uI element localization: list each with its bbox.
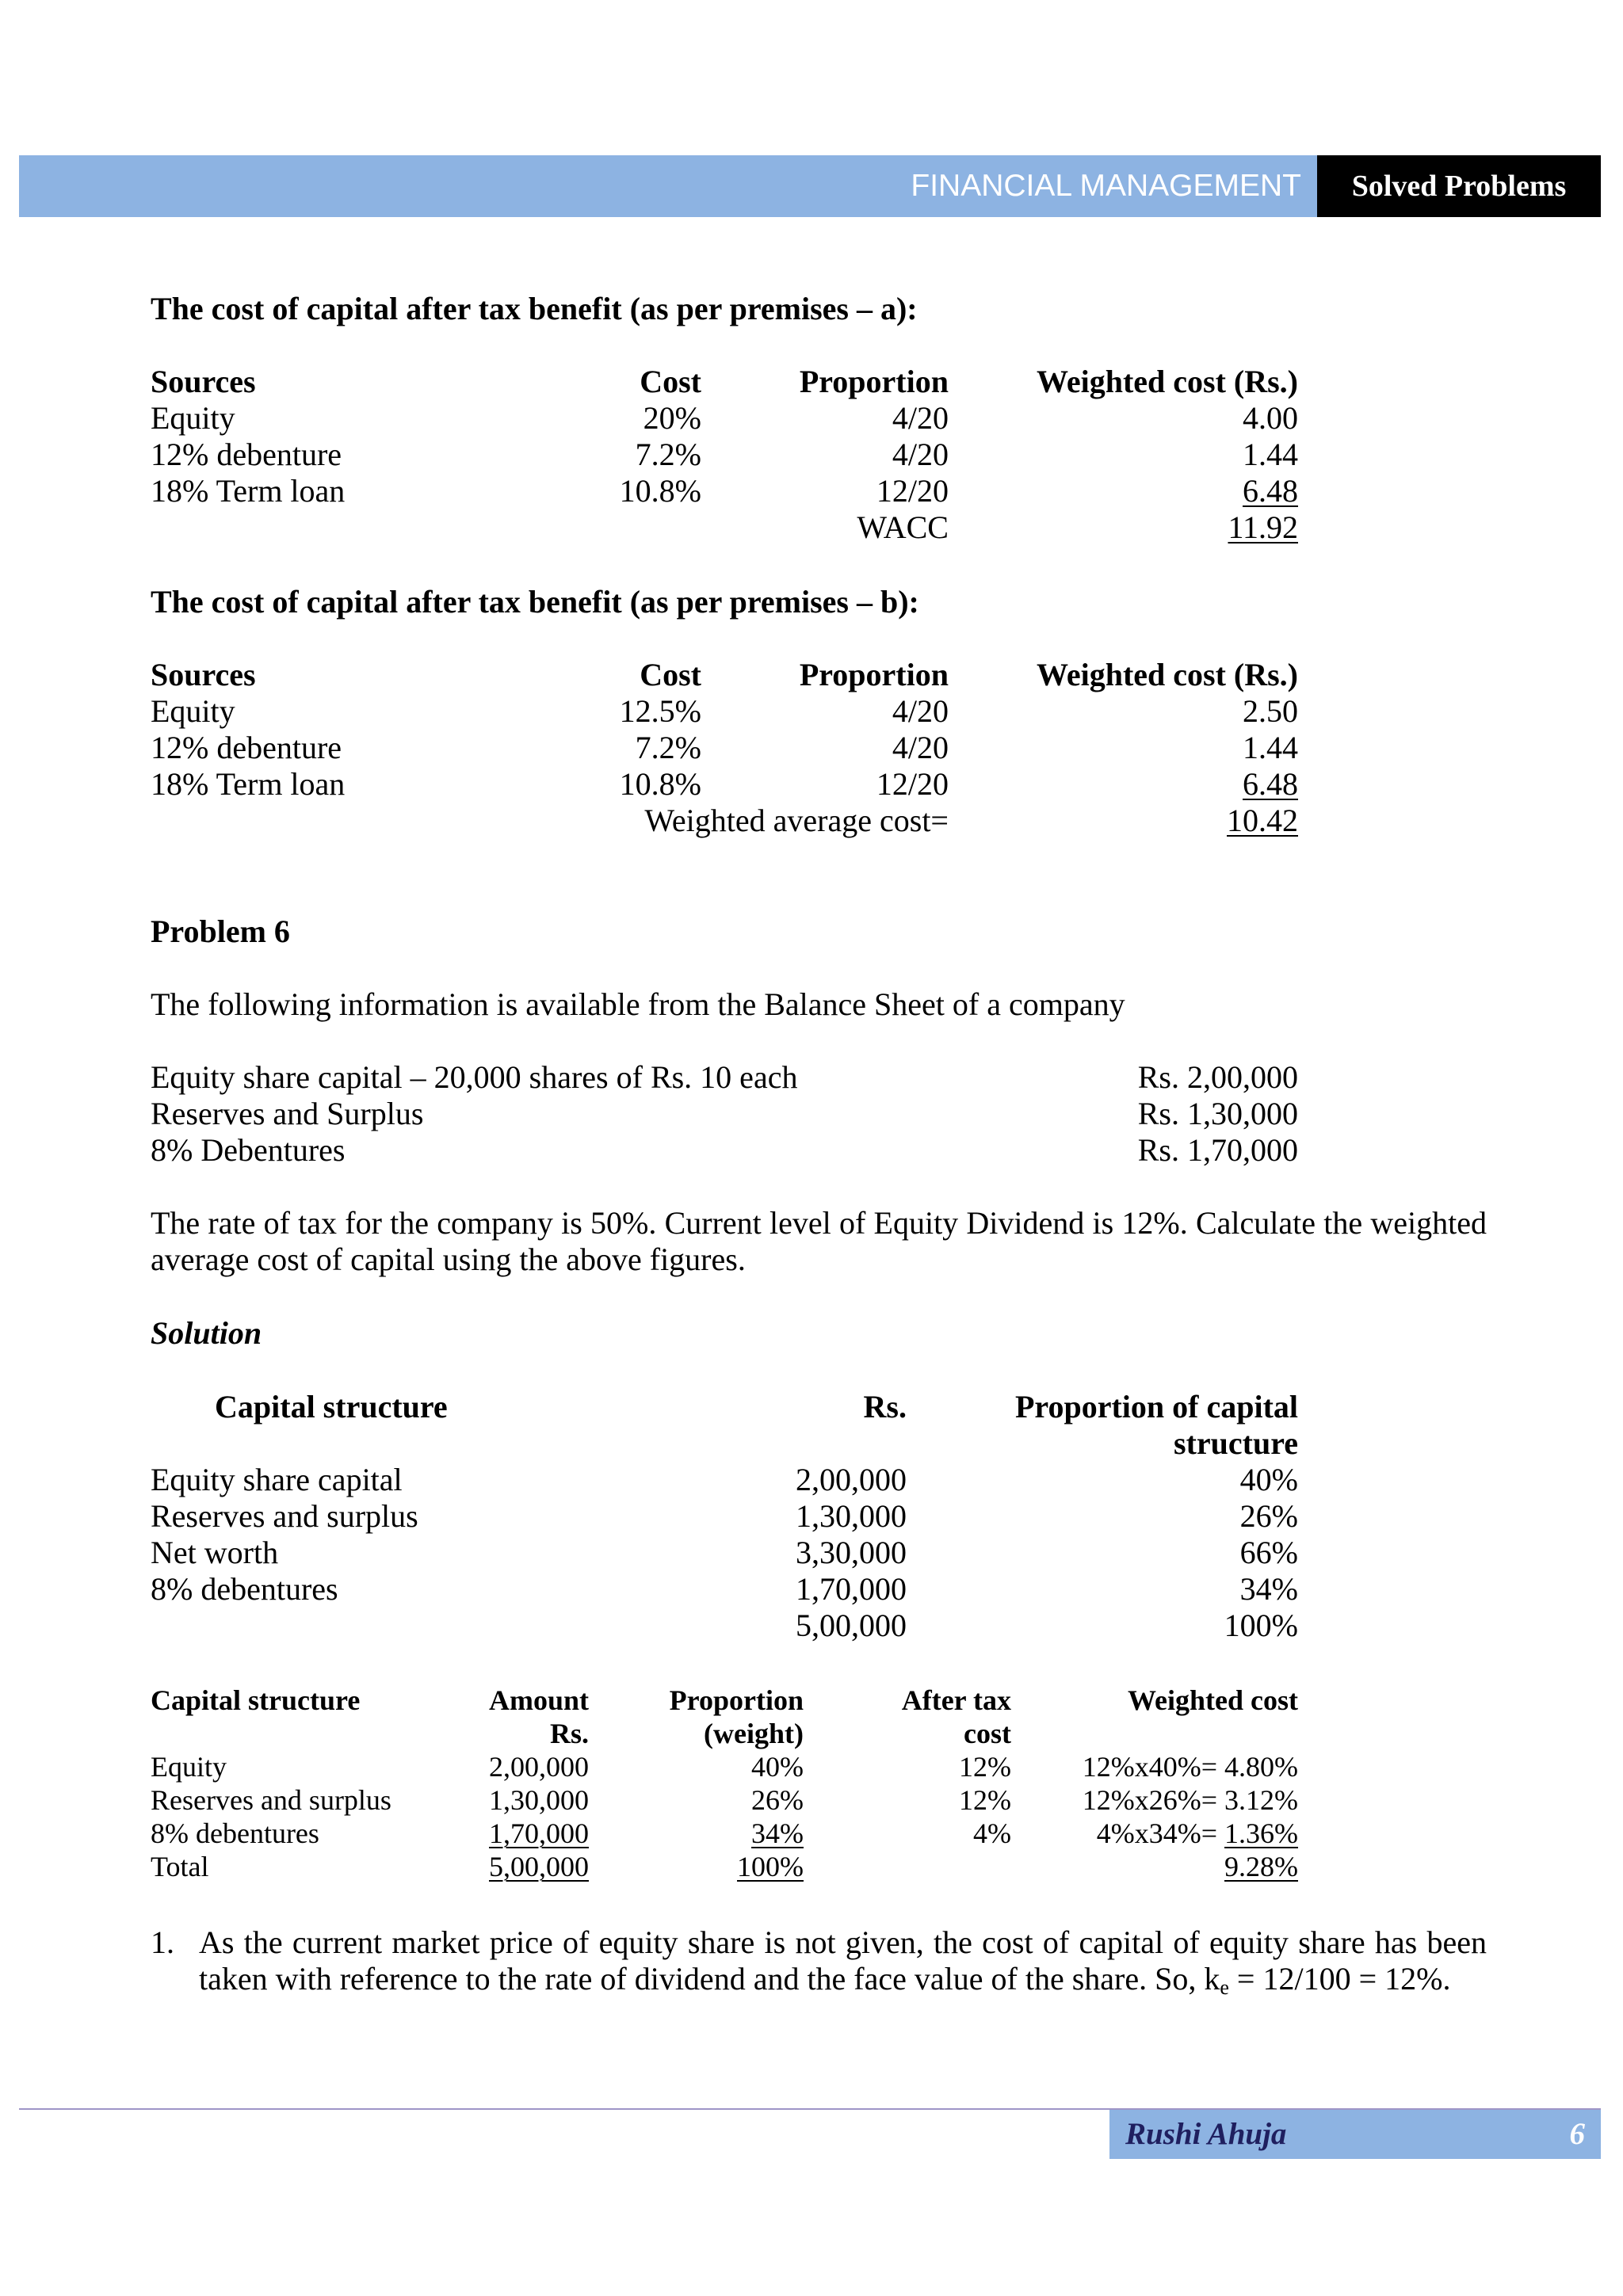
table-cell: 20% xyxy=(643,400,701,436)
table-cell: 40% xyxy=(751,1751,804,1783)
table-cell: 34% xyxy=(751,1817,804,1849)
table-cell: 12% debenture xyxy=(151,437,342,472)
total-value: 11.92 xyxy=(1228,509,1298,545)
table-cell: 40% xyxy=(1239,1462,1298,1497)
table-cell: Reserves and surplus xyxy=(151,1784,391,1816)
header-badge: Solved Problems xyxy=(1317,155,1601,217)
col-header: Proportion xyxy=(799,657,949,692)
table-cell: Reserves and surplus xyxy=(151,1498,418,1534)
total-value: 10.42 xyxy=(1227,803,1298,838)
list-item-value: Rs. 1,70,000 xyxy=(1137,1132,1298,1168)
solution-label: Solution xyxy=(151,1315,262,1351)
table-cell: 1,30,000 xyxy=(489,1784,589,1816)
table-cell: 6.48 xyxy=(1243,473,1298,509)
col-header: Sources xyxy=(151,364,256,399)
table-cell: 1,70,000 xyxy=(796,1571,907,1607)
table-cell: 26% xyxy=(751,1784,804,1816)
table-cell: Equity share capital xyxy=(151,1462,403,1497)
table-cell: 12%x26%= 3.12% xyxy=(1082,1784,1298,1816)
note-line-1: As the current market price of equity share is not given, the cost of capital of equity share has been xyxy=(199,1924,1487,1960)
col-header: (weight) xyxy=(704,1718,804,1749)
table-cell: 12/20 xyxy=(876,766,949,802)
col-header: Cost xyxy=(640,657,701,692)
table-cell: 66% xyxy=(1239,1535,1298,1570)
table-cell: 18% Term loan xyxy=(151,473,346,509)
col-header: Weighted cost (Rs.) xyxy=(1037,657,1298,692)
table-cell: 10.8% xyxy=(619,766,701,802)
table-cell: 7.2% xyxy=(635,437,701,472)
section-a-heading: The cost of capital after tax benefit (as per premises – a): xyxy=(151,291,918,326)
table-cell: 4.00 xyxy=(1243,400,1298,436)
table-cell: 10.8% xyxy=(619,473,701,509)
note-line-2 xyxy=(199,1961,1450,1997)
footer-author: Rushi Ahuja xyxy=(1125,2117,1287,2151)
list-item: Equity share capital – 20,000 shares of Rs. 10 each xyxy=(151,1059,798,1095)
table-cell: 100% xyxy=(1224,1608,1298,1643)
page-number: 6 xyxy=(1569,2117,1585,2151)
table-cell: 5,00,000 xyxy=(489,1851,589,1882)
col-header: cost xyxy=(964,1718,1011,1749)
header-title: FINANCIAL MANAGEMENT xyxy=(911,169,1301,203)
table-cell: 1,70,000 xyxy=(489,1817,589,1849)
table-cell: 12/20 xyxy=(876,473,949,509)
table-cell: 4% xyxy=(973,1817,1011,1849)
table-cell: Equity xyxy=(151,400,235,436)
table-cell: 4/20 xyxy=(892,730,949,765)
col-header: Weighted cost xyxy=(1128,1684,1298,1716)
note-number: 1. xyxy=(151,1924,174,1960)
col-header: Proportion xyxy=(799,364,949,399)
list-item-value: Rs. 2,00,000 xyxy=(1137,1059,1298,1095)
table-cell: 8% debentures xyxy=(151,1817,319,1849)
table-cell: 12%x40%= 4.80% xyxy=(1082,1751,1298,1783)
col-header: Sources xyxy=(151,657,256,692)
table-cell: 5,00,000 xyxy=(796,1608,907,1643)
col-header: Proportion xyxy=(669,1684,804,1716)
table-cell: 18% Term loan xyxy=(151,766,346,802)
table-cell: 12% xyxy=(959,1751,1011,1783)
table-cell: Total xyxy=(151,1851,209,1882)
table-cell: 8% debentures xyxy=(151,1571,338,1607)
table-cell: 4/20 xyxy=(892,400,949,436)
table-cell: 2.50 xyxy=(1243,693,1298,729)
table-cell: 3,30,000 xyxy=(796,1535,907,1570)
table-cell: 7.2% xyxy=(635,730,701,765)
table-cell: 2,00,000 xyxy=(796,1462,907,1497)
note-subscript: e xyxy=(1220,1976,1229,1999)
table-cell: Net worth xyxy=(151,1535,279,1570)
col-header: Amount xyxy=(488,1684,589,1716)
total-label: Weighted average cost= xyxy=(644,803,949,838)
problem-title: Problem 6 xyxy=(151,913,290,949)
table-cell: 12% xyxy=(959,1784,1011,1816)
col-header: Cost xyxy=(640,364,701,399)
note-text: = 12/100 = 12%. xyxy=(1228,1961,1451,1997)
table-cell: 4/20 xyxy=(892,693,949,729)
table-cell: 1.44 xyxy=(1243,437,1298,472)
problem-intro: The following information is available from the Balance Sheet of a company xyxy=(151,986,1125,1022)
table-cell: Equity xyxy=(151,1751,227,1783)
table-cell: 12% debenture xyxy=(151,730,342,765)
table-cell: 4/20 xyxy=(892,437,949,472)
table-cell: 1,30,000 xyxy=(796,1498,907,1534)
table-cell: 100% xyxy=(737,1851,804,1882)
table-cell: 1.36% xyxy=(1224,1817,1298,1849)
problem-question: The rate of tax for the company is 50%. Current level of Equity Dividend is 12%. Calculate the weighted average cost of capital using the above figures. xyxy=(151,1205,1487,1277)
table-cell: 2,00,000 xyxy=(489,1751,589,1783)
list-item-value: Rs. 1,30,000 xyxy=(1137,1096,1298,1131)
note-text: taken with reference to the rate of dividend and the face value of the share. So, k xyxy=(199,1961,1220,1997)
section-b-heading: The cost of capital after tax benefit (as per premises – b): xyxy=(151,584,919,620)
table-cell: 1.44 xyxy=(1243,730,1298,765)
table-cell: Equity xyxy=(151,693,235,729)
col-header: Capital structure xyxy=(151,1684,361,1716)
table-cell: 4%x34%= xyxy=(1096,1817,1224,1849)
list-item: Reserves and Surplus xyxy=(151,1096,424,1131)
col-header: Rs. xyxy=(863,1389,907,1425)
col-header: Rs. xyxy=(549,1718,589,1749)
col-header: structure xyxy=(1174,1425,1298,1461)
table-cell: 12.5% xyxy=(619,693,701,729)
col-header: After tax xyxy=(901,1684,1011,1716)
list-item: 8% Debentures xyxy=(151,1132,346,1168)
table-cell: 26% xyxy=(1239,1498,1298,1534)
col-header: Weighted cost (Rs.) xyxy=(1037,364,1298,399)
col-header: Proportion of capital xyxy=(1014,1389,1298,1425)
table-cell: 6.48 xyxy=(1243,766,1298,802)
col-header: Capital structure xyxy=(215,1389,448,1425)
total-label: WACC xyxy=(857,509,949,545)
table-cell: 34% xyxy=(1239,1571,1298,1607)
table-cell: 9.28% xyxy=(1224,1851,1298,1882)
